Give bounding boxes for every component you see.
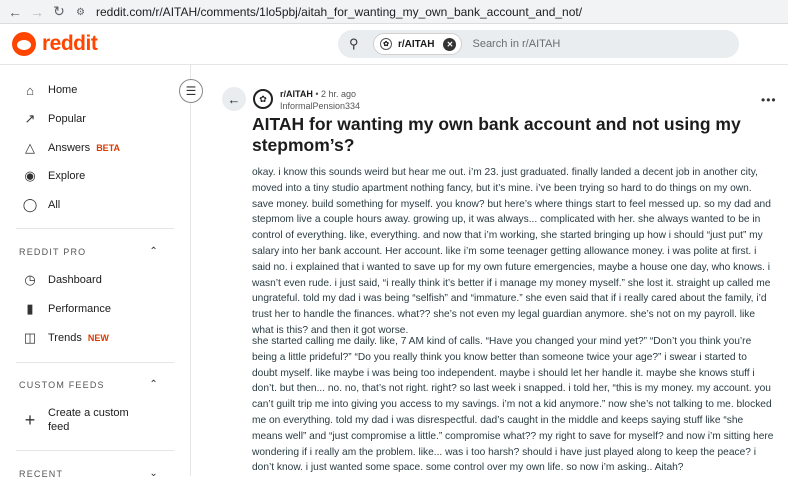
- sidebar-item-label: Answers: [48, 142, 91, 154]
- post-body-paragraph: okay. i know this sounds weird but hear me out. i’m 23. just graduated. finally landed a decent job in another city, moved into a tiny studio apartment nothing fancy, but it’s mine. i’ve been trying so hard to do things on my own. save money. build something for myself. you know? but here’s where things start to feel messed up. so my dad and stepmom live a couple hours away. growing up, it was always... complicated with her. she always wanted to be in control of everything. like, everything. and now that i’m working, she started bringing up how i should “just put” my salary into her bank account. Her account. like i’m some teenager getting allowance money. i was polite at first. i said no. i explained that i wanted to save up for my own future emergencies, maybe a house one day, who knows. i wasn’t even rude. i just said, “i really think it’s better if i manage my money myself.” she lost it. straight up called me ungrateful. told my dad i was being “selfish” and “immature.” she even said that if i really cared about the family, i’d trust her to handle the finances. what?? she’s not even my legal guardian anymore. she’s not on my payroll. like what is this? and then it got worse.: [252, 167, 771, 336]
- back-arrow-icon[interactable]: ←: [8, 3, 22, 20]
- section-title: REDDIT PRO: [19, 246, 87, 257]
- plus-icon: +: [24, 409, 36, 430]
- chevron-down-icon[interactable]: ⌄: [149, 468, 159, 479]
- sidebar-divider: [16, 362, 174, 363]
- sidebar-item-performance[interactable]: [20, 299, 111, 319]
- explore-icon: ◉: [24, 168, 36, 183]
- sidebar-item-label: Explore: [48, 170, 86, 182]
- back-button[interactable]: ←: [222, 87, 246, 111]
- close-icon[interactable]: ✕: [443, 38, 456, 51]
- answers-icon: △: [25, 140, 35, 155]
- sidebar-item-popular[interactable]: [20, 109, 86, 129]
- search-scope-chip[interactable]: [373, 33, 462, 55]
- more-options-icon[interactable]: •••: [761, 93, 777, 107]
- home-icon: ⌂: [26, 82, 34, 98]
- dashboard-icon: ◷: [24, 272, 36, 287]
- beta-badge: BETA: [96, 143, 121, 153]
- popular-icon: ↗: [24, 111, 36, 126]
- sidebar-item-all[interactable]: [20, 195, 60, 215]
- sidebar-item-label: All: [48, 199, 61, 211]
- sidebar-item-label: Dashboard: [48, 274, 102, 286]
- snoo-icon: [12, 32, 36, 56]
- search-icon: ⚲: [349, 36, 359, 51]
- custom-feeds-section-header[interactable]: [19, 379, 159, 390]
- sidebar-divider: [16, 450, 174, 451]
- recent-section-header[interactable]: [19, 468, 159, 479]
- site-info-icon[interactable]: ⚙: [76, 6, 85, 18]
- all-icon: ◯: [22, 197, 38, 212]
- reddit-logo[interactable]: [12, 32, 97, 56]
- section-title: RECENT: [19, 468, 64, 479]
- reddit-pro-section-header[interactable]: [19, 246, 159, 257]
- sidebar-item-explore[interactable]: [20, 166, 85, 186]
- search-bar[interactable]: [338, 30, 739, 58]
- subreddit-link[interactable]: r/AITAH: [280, 89, 313, 99]
- subreddit-avatar-icon[interactable]: ✿: [253, 89, 273, 109]
- chip-label: r/AITAH: [398, 38, 435, 50]
- post-age: • 2 hr. ago: [315, 89, 357, 99]
- chevron-up-icon[interactable]: ⌃: [149, 379, 159, 390]
- new-badge: NEW: [87, 333, 109, 343]
- sidebar-item-label: Home: [48, 84, 78, 96]
- subreddit-icon: ✿: [380, 38, 392, 50]
- sidebar-item-label: Trends: [48, 332, 82, 344]
- sidebar-item-dashboard[interactable]: [20, 270, 102, 290]
- section-title: CUSTOM FEEDS: [19, 379, 105, 390]
- post-meta: [280, 88, 360, 112]
- reload-icon[interactable]: ↻: [53, 3, 65, 19]
- sidebar-item-label: Popular: [48, 113, 86, 125]
- sidebar-item-trends[interactable]: [20, 328, 109, 348]
- post-title: AITAH for wanting my own bank account and not using my stepmom’s?: [252, 114, 741, 155]
- sidebar-item-label: Create a custom feed: [48, 407, 129, 433]
- chevron-up-icon[interactable]: ⌃: [149, 246, 159, 257]
- url-text: reddit.com/r/AITAH/comments/1lo5pbj/aitah_for_wanting_my_own_bank_account_and_not/: [96, 5, 583, 19]
- sidebar-item-label: Performance: [48, 303, 111, 315]
- address-bar[interactable]: [76, 2, 788, 22]
- trends-icon: ◫: [23, 330, 37, 345]
- site-header: [0, 24, 788, 65]
- browser-toolbar: [0, 0, 788, 24]
- performance-icon: ▮: [26, 301, 34, 316]
- menu-toggle-icon[interactable]: ☰: [179, 79, 203, 103]
- sidebar-item-home[interactable]: [20, 80, 77, 100]
- brand-wordmark: reddit: [42, 32, 98, 55]
- author-link[interactable]: InformalPension334: [280, 101, 361, 111]
- sidebar-item-create-custom-feed[interactable]: [20, 406, 138, 436]
- forward-arrow-icon[interactable]: →: [30, 3, 44, 20]
- post-body-paragraph: she started calling me daily. like, 7 AM kind of calls. “Have you changed your mind yet?” “Don’t you think you’re being a little prideful?” “Do you really think you know better than someone twice your age?” i swear i started to doubt myself. like maybe i was being too independent. maybe i should let her handle it. maybe she knows stuff i don’t. but then... no. no, that’s not right. right? so last week i snapped. i told her, “this is my money. my account. you can’t guilt trip me into giving you access to my savings. i’m not a kid anymore.” now she’s not talking to me. blocked me on everything. told my dad i was disrespectful. dad’s caught in the middle and keeps saying stuff like “she means well” and “just compromise a little.” compromise what?? my right to save for myself? and now i’m sitting here wondering if i really am the problem. like... was i too harsh? should i have just played along to keep the peace? i don’t know. i just wanted some space. some control over my own life. so now i’m asking.. Aitah?: [252, 336, 774, 474]
- sidebar-item-answers[interactable]: [20, 138, 120, 158]
- search-input[interactable]: Search in r/AITAH: [472, 38, 561, 50]
- sidebar-divider: [16, 228, 174, 229]
